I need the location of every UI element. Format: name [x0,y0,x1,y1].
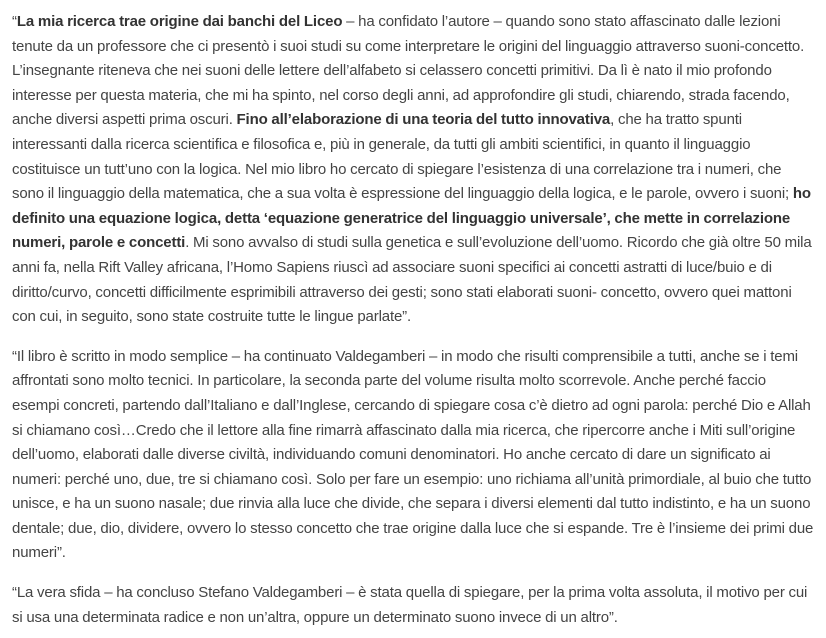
paragraph-3 [12,581,816,630]
paragraph-1 [12,10,816,330]
bold-segment: La mia ricerca trae origine dai banchi del Liceo [16,13,343,30]
bold-segment: Fino all’elaborazione di una teoria del tutto innovativa [236,111,611,129]
paragraph-2 [12,345,816,566]
text-segment: – ha confidato l’autore – quando sono stato affascinato dalle lezioni tenute da un professore che ci presentò i suoi studi su come interpretare le origini del linguaggio attraverso suoni-concetto. L’insegnante riteneva che nei suoni delle lettere dell’alfabeto si celassero concetti primitivi. Da lì è nato il mio profondo interesse per questa materia, che mi ha spinto, nel corso degli anni, ad approfondire gli studi, chiarendo, strada facendo, anche diversi aspetti prima oscuri. [12,13,805,129]
text-segment: “ [12,13,17,30]
text-segment: “Il libro è scritto in modo semplice – ha continuato Valdegamberi – in modo che risulti comprensibile a tutti, anche se i temi affrontati sono molto tecnici. In particolare, la seconda parte del volume risulta molto scorrevole. Anche perché faccio esempi concreti, partendo dall’Italiano e dall’Inglese, cercando di spiegare cosa c’è dietro ad ogni parola: perché Dio e Allah si chiamano così…Credo che il lettore alla fine rimarrà affascinato dalla mia ricerca, che ripercorre anche i Miti sull’origine dell’uomo, elaborati dalle diverse civiltà, individuando comuni denominatori. Ho anche cercato di dare un significato ai numeri: perché uno, due, tre si chiamano così. Solo per fare un esempio: uno richiama all’unità primordiale, al buio che tutto unisce, e ha un suono nasale; due rinvia alla luce che divide, che separa i diversi elementi dal tutto indistinto, e ha un suono dentale; due, dio, dividere, ovvero lo stesso concetto che trae origine dalla luce che si espande. Tre è l’insieme dei primi due numeri”. [12,347,814,562]
text-segment: “La vera sfida – ha concluso Stefano Valdegamberi – è stata quella di spiegare, per la prima volta assoluta, il motivo per cui si usa una determinata radice e non un’altra, oppure un determinato suono invece di un altro”. [12,584,808,626]
bold-segment: ho definito una equazione logica, detta ‘equazione generatrice del linguaggio universale’, che mette in correlazione numeri, parole e concetti [12,185,811,252]
text-segment: . Mi sono avvalso di studi sulla genetica e sull’evoluzione dell’uomo. Ricordo che già oltre 50 mila anni fa, nella Rift Valley africana, l’Homo Sapiens riuscì ad associare suoni specifici ai concetti astratti di luce/buio e di diritto/curvo, concetti difficilmente esprimibili attraverso dei gesti; sono stati elaborati suoni- concetto, ovvero quei mattoni con cui, in seguito, sono state costruite tutte le lingue parlate”. [12,234,812,326]
text-segment: , che ha tratto spunti interessanti dalla ricerca scientifica e filosofica e, più in generale, da tutti gli ambiti scientifici, in quanto il linguaggio costituisce un tutt’uno con la logica. Nel mio libro ho cercato di spiegare l’esistenza di una correlazione tra i numeri, che sono il linguaggio della matematica, che a sua volta è espressione del linguaggio della logica, e le parole, ovvero i suoni; [12,111,793,203]
